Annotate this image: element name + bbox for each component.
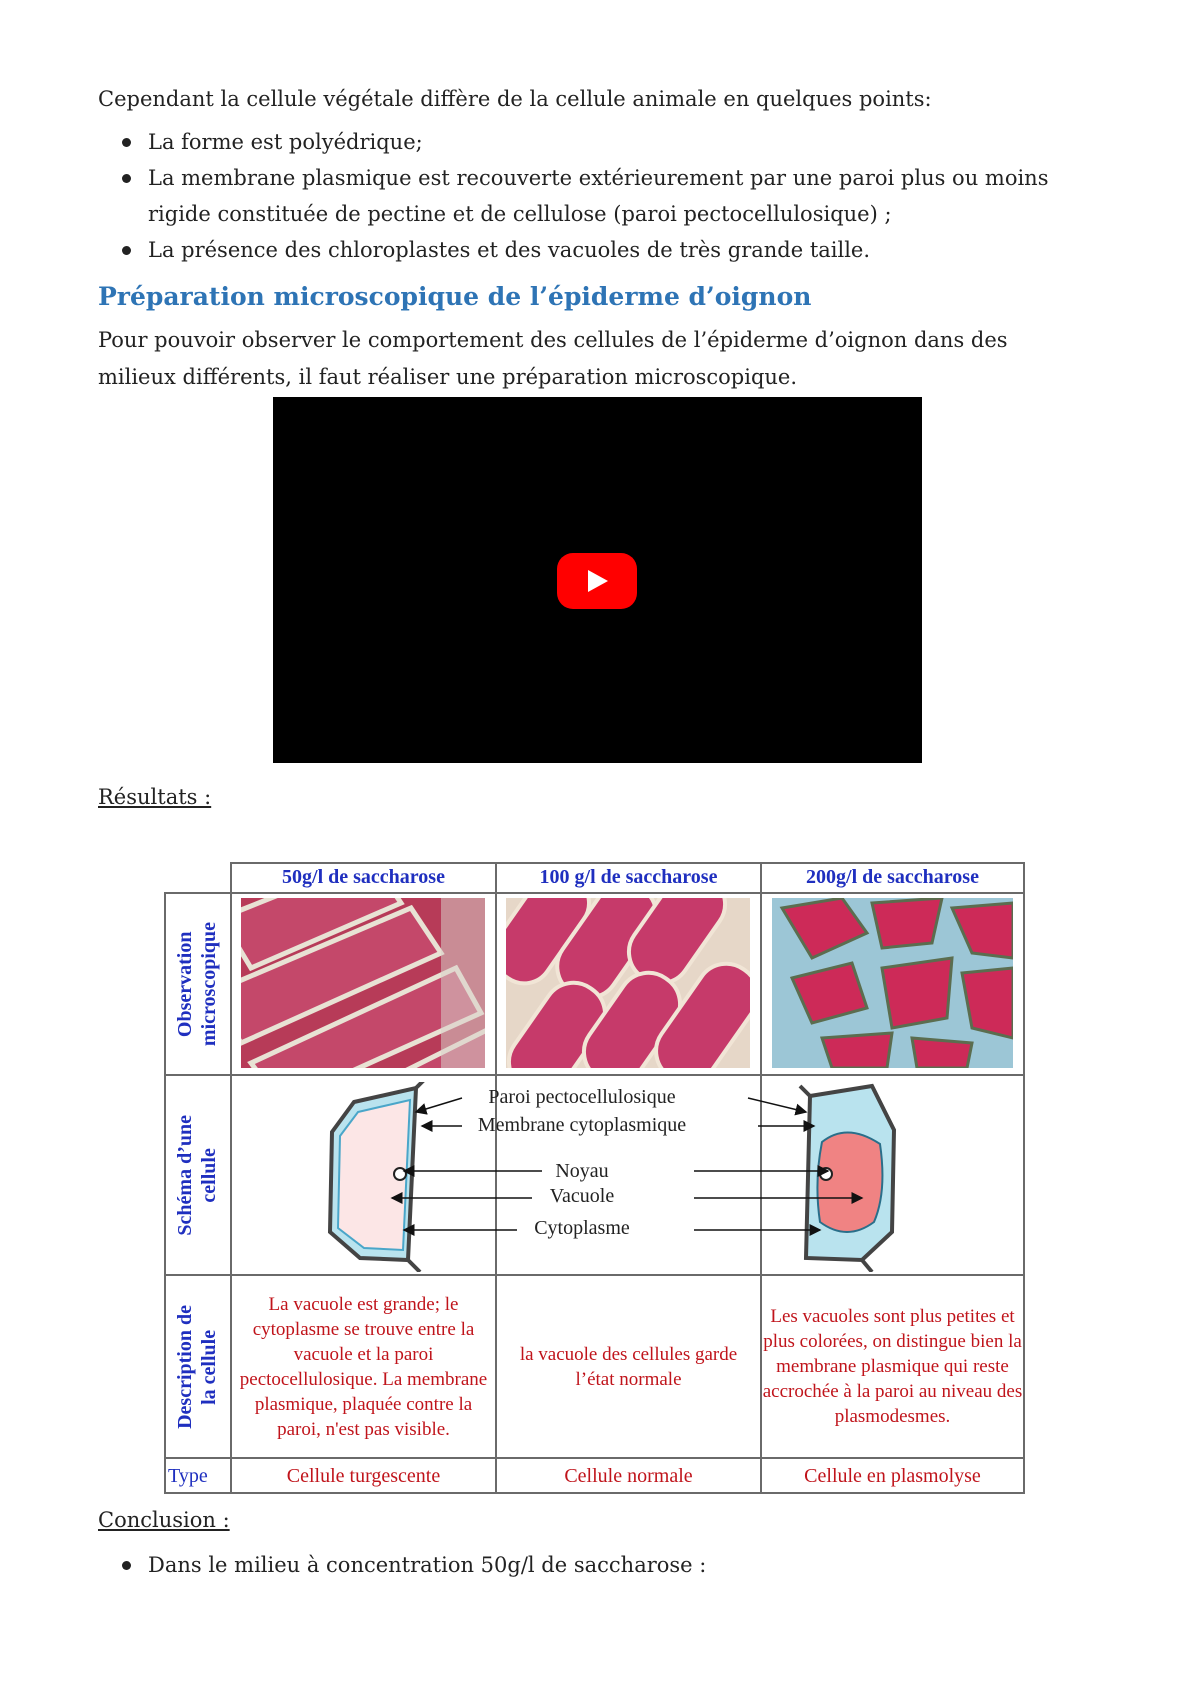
results-label: Résultats : (98, 785, 212, 809)
label-paroi: Paroi pectocellulosique (488, 1086, 676, 1108)
list-item: Dans le milieu à concentration 50g/l de saccharose : (98, 1547, 1088, 1583)
conclusion-label: Conclusion : (98, 1508, 230, 1532)
column-header: 50g/l de saccharose (282, 866, 445, 888)
micrograph-normal (506, 898, 750, 1068)
type-plasmolysis: Cellule en plasmolyse (804, 1465, 981, 1487)
type-normal: Cellule normale (564, 1465, 693, 1487)
list-item: La forme est polyédrique; (98, 124, 1088, 160)
conclusion-list (98, 1547, 1088, 1583)
intro-paragraph: Cependant la cellule végétale diffère de la cellule animale en quelques points: (98, 87, 932, 111)
label-cytoplasme: Cytoplasme (534, 1217, 630, 1239)
play-icon (557, 553, 637, 609)
description-turgescent: La vacuole est grande; le cytoplasme se trouve entre la vacuole et la paroi pectocellulosique. La membrane plasmique, plaquée contre la paroi, n'est pas visible. (239, 1293, 488, 1440)
label-vacuole: Vacuole (549, 1185, 615, 1207)
row-header-type: Type (168, 1465, 208, 1487)
row-header-observation: Observation microscopique (174, 921, 220, 1047)
type-turgescent: Cellule turgescente (286, 1465, 441, 1487)
differences-list (98, 124, 1088, 268)
row-header-description: Description de la cellule (174, 1304, 220, 1429)
list-item: La membrane plasmique est recouverte extérieurement par une paroi plus ou moins rigide constituée de pectine et de cellulose (paroi pectocellulosique) ; (98, 160, 1088, 232)
video-player[interactable] (273, 397, 922, 763)
micrograph-plasmolysis (772, 898, 1013, 1068)
section-paragraph: Pour pouvoir observer le comportement des cellules de l’épiderme d’oignon dans des milieux différents, il faut réaliser une préparation microscopique. (98, 328, 1008, 389)
description-normal: la vacuole des cellules garde l’état normale (519, 1343, 738, 1390)
play-button[interactable] (557, 553, 637, 609)
list-item: La présence des chloroplastes et des vacuoles de très grande taille. (98, 232, 1088, 268)
column-header: 200g/l de saccharose (806, 866, 979, 888)
label-membrane: Membrane cytoplasmique (477, 1114, 687, 1136)
diagram-arrows (164, 1076, 1025, 1274)
label-noyau: Noyau (555, 1160, 609, 1182)
row-header-schema: Schéma d’une cellule (174, 1114, 220, 1236)
section-heading: Préparation microscopique de l’épiderme d’oignon (98, 282, 812, 311)
description-plasmolysis: Les vacuoles sont plus petites et plus colorées, on distingue bien la membrane plasmique qui reste accrochée à la paroi au niveau des plasmodesmes. (762, 1306, 1023, 1427)
micrograph-turgescent (241, 898, 485, 1068)
results-table (164, 862, 1025, 1494)
column-header: 100 g/l de saccharose (539, 866, 718, 888)
